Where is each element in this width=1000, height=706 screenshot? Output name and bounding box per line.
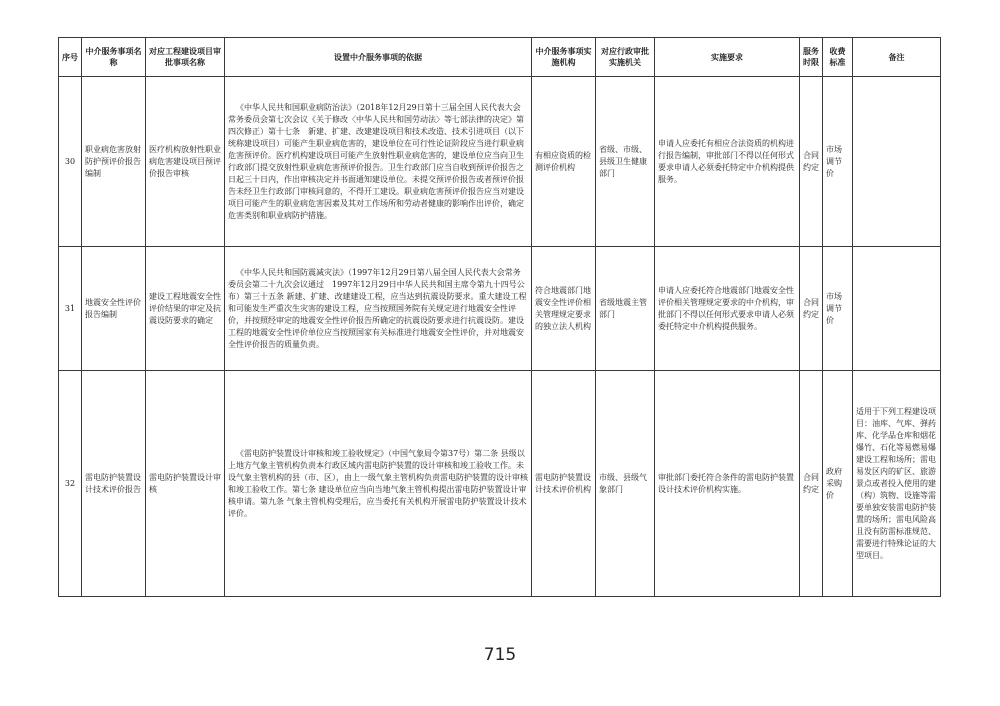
row-remark — [853, 247, 941, 371]
row-requirement: 申请人应委托符合地震部门地震安全性评价相关管理规定要求的中介机构，审批部门不得以任何形式要求申请人必须委托特定中介机构提供服务。 — [655, 247, 800, 371]
row-requirement: 审批部门委托符合条件的雷电防护装置设计技术评价机构实施。 — [655, 371, 800, 597]
row-service-name: 职业病危害放射防护预评价报告编制 — [82, 77, 146, 247]
header-basis: 设置中介服务事项的依据 — [225, 38, 532, 77]
header-approval-item: 对应工程建设项目审批事项名称 — [146, 38, 225, 77]
header-fee: 收费标准 — [823, 38, 853, 77]
header-requirement: 实施要求 — [655, 38, 800, 77]
row-requirement: 申请人应委托有相应合法资质的机构进行报告编制，审批部门不得以任何形式要求申请人必须委托特定中介机构提供服务。 — [655, 77, 800, 247]
table-row — [59, 77, 941, 247]
row-authority: 省级地震主管部门 — [596, 247, 655, 371]
row-agency: 符合地震部门地震安全性评价相关管理规定要求的独立法人机构 — [532, 247, 596, 371]
row-fee: 政府采购价 — [823, 371, 853, 597]
row-authority: 市级、县级气象部门 — [596, 371, 655, 597]
row-time-limit: 合同约定 — [800, 371, 823, 597]
page-number: 715 — [483, 645, 517, 665]
header-no: 序号 — [59, 38, 82, 77]
row-approval-item: 建设工程地震安全性评价结果的审定及抗震设防要求的确定 — [146, 247, 225, 371]
row-service-name: 地震安全性评价报告编制 — [82, 247, 146, 371]
header-remark: 备注 — [853, 38, 941, 77]
table-row — [59, 371, 941, 597]
header-row — [59, 38, 941, 77]
row-authority: 省级、市级、县级卫生健康部门 — [596, 77, 655, 247]
row-basis: 《中华人民共和国职业病防治法》（2018年12月29日第十三届全国人民代表大会常务委员会第七次会议《关于修改〈中华人民共和国劳动法〉等七部法律的决定》第四次修正）第十七条 新建、扩建、改建建设项目和技术改造、技术引进项目（以下统称建设项目）可能产生职业病危害的，建设单位在可行性论证阶段应当进行职业病危害预评价。医疗机构建设项目可能产生放射性职业病危害的，建设单位应当向卫生行政部门提交放射性职业病危害预评价报告。卫生行政部门应当自收到预评价报告之日起三十日内，作出审核决定并书面通知建设单位。未提交预评价报告或者预评价报告未经卫生行政部门审核同意的，不得开工建设。职业病危害预评价报告应当对建设项目可能产生的职业病危害因素及其对工作场所和劳动者健康的影响作出评价，确定危害类别和职业病防护措施。 — [225, 77, 532, 247]
header-authority: 对应行政审批实施机关 — [596, 38, 655, 77]
row-time-limit: 合同约定 — [800, 247, 823, 371]
row-no: 31 — [59, 247, 82, 371]
row-no: 30 — [59, 77, 82, 247]
row-remark — [853, 77, 941, 247]
row-approval-item: 雷电防护装置设计审核 — [146, 371, 225, 597]
table-row — [59, 247, 941, 371]
header-time-limit: 服务时限 — [800, 38, 823, 77]
row-remark: 适用于下列工程建设项目：油库、气库、弹药库、化学品仓库和烟花爆竹、石化等易燃易爆建设工程和场所；雷电易发区内的矿区、旅游景点或者投入使用的建（构）筑物、设施等需要单独安装雷电防护装置的场所；雷电风险高且没有防雷标准规范、需要进行特殊论证的大型项目。 — [853, 371, 941, 597]
row-no: 32 — [59, 371, 82, 597]
row-basis: 《雷电防护装置设计审核和竣工验收规定》（中国气象局令第37号）第二条 县级以上地方气象主管机构负责本行政区域内雷电防护装置的设计审核和竣工验收工作。未设气象主管机构的县（市、区），由上一级气象主管机构负责雷电防护装置的设计审核和竣工验收工作。第七条 建设单位应当向当地气象主管机构提出雷电防护装置设计审核申请。第九条 气象主管机构受理后，应当委托有关机构开展雷电防护装置设计技术评价。 — [225, 371, 532, 597]
header-agency: 中介服务事项实施机构 — [532, 38, 596, 77]
row-service-name: 雷电防护装置设计技术评价报告 — [82, 371, 146, 597]
header-service-name: 中介服务事项名称 — [82, 38, 146, 77]
row-basis: 《中华人民共和国防震减灾法》（1997年12月29日第八届全国人民代表大会常务委员会第二十九次会议通过 1997年12月29日中华人民共和国主席令第九十四号公布）第三十五条 新建、扩建、改建建设工程，应当达到抗震设防要求。重大建设工程和可能发生严重次生灾害的建设工程，应当按照国务院有关规定进行地震安全性评价，并按照经审定的地震安全性评价报告所确定的抗震设防要求进行抗震设防。建设工程的地震安全性评价单位应当按照国家有关标准进行地震安全性评价，并对地震安全性评价报告的质量负责。 — [225, 247, 532, 371]
row-fee: 市场调节价 — [823, 247, 853, 371]
row-fee: 市场调节价 — [823, 77, 853, 247]
intermediary-services-table — [58, 37, 941, 597]
row-approval-item: 医疗机构放射性职业病危害建设项目预评价报告审核 — [146, 77, 225, 247]
row-agency: 有相应资质的检测评价机构 — [532, 77, 596, 247]
row-agency: 雷电防护装置设计技术评价机构 — [532, 371, 596, 597]
row-time-limit: 合同约定 — [800, 77, 823, 247]
